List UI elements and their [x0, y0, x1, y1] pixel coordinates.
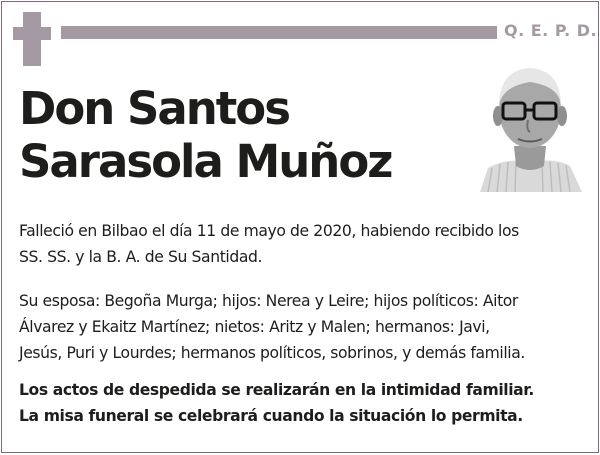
name-line: Don Santos: [19, 82, 289, 135]
qepd-label: Q. E. P. D.: [504, 21, 598, 40]
header-divider: [61, 26, 497, 39]
death-notice-paragraph: [19, 218, 589, 270]
text-line: Álvarez y Ekaitz Martínez; nietos: Aritz y Malen; hermanos: Javi,: [19, 318, 490, 336]
ceremony-paragraph: [19, 377, 589, 429]
name-line: Sarasola Muñoz: [19, 135, 392, 188]
deceased-name: [19, 82, 391, 188]
text-line: SS. SS. y la B. A. de Su Santidad.: [19, 248, 263, 266]
text-line: La misa funeral se celebrará cuando la situación lo permita.: [19, 407, 523, 425]
portrait-photo: [470, 60, 588, 192]
text-line: Su esposa: Begoña Murga; hijos: Nerea y Leire; hijos políticos: Aitor: [19, 292, 518, 310]
text-line: Falleció en Bilbao el día 11 de mayo de 2020, habiendo recibido los: [19, 222, 519, 240]
obituary-card: [1, 1, 599, 453]
text-line: Jesús, Puri y Lourdes; hermanos políticos, sobrinos, y demás familia.: [19, 344, 525, 362]
text-line: Los actos de despedida se realizarán en la intimidad familiar.: [19, 381, 534, 399]
family-paragraph: [19, 288, 589, 366]
